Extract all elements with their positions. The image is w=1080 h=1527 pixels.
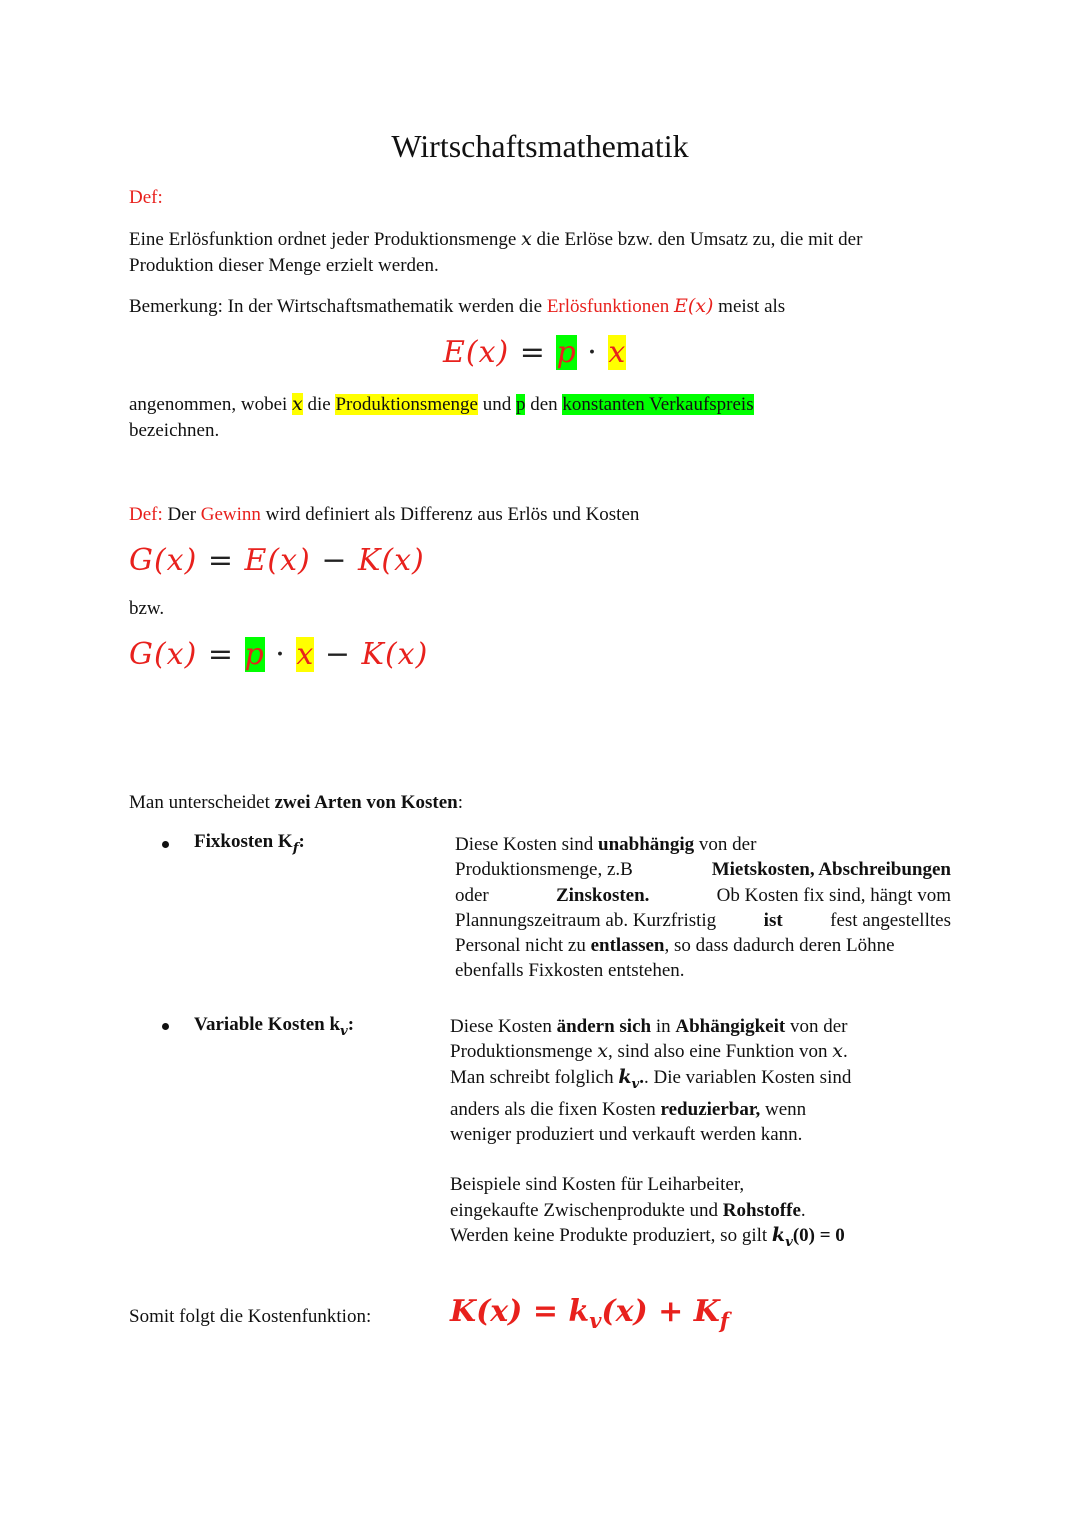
fix-l3a: oder [455, 884, 489, 906]
assumed-line2: bezeichnen. [129, 420, 220, 441]
fix-l3b: Zinskosten. [555, 884, 650, 906]
fix-l5b: entlassen [590, 935, 665, 957]
cost-fn-formula [450, 1294, 729, 1333]
fix-l5 [455, 933, 951, 958]
var-l5: weniger produziert und verkauft werden kann. [450, 1123, 803, 1145]
var-l2x: x [597, 1040, 608, 1063]
fix-l4a: Plannungszeitraum ab. Kurzfristig [455, 909, 717, 931]
fix-l1a: Diese Kosten sind [455, 834, 594, 855]
var-l6: Beispiele sind Kosten für Leiharbeiter, [450, 1174, 745, 1196]
g1-eq: = [207, 543, 234, 578]
spacer [450, 1147, 930, 1172]
g1-e: E(x) [244, 543, 311, 578]
var-l2a: Produktionsmenge [450, 1041, 593, 1063]
cf-kv: k [568, 1294, 590, 1329]
var-colon: : [347, 1014, 355, 1035]
var-l1a: Diese Kosten [450, 1016, 552, 1037]
types-b: : [457, 792, 464, 813]
var-l2x2: x [832, 1040, 843, 1063]
def-label: Def: [129, 187, 163, 208]
bzw-text: bzw. [129, 598, 165, 619]
var-l1c: in [655, 1016, 671, 1037]
var-l8 [450, 1223, 930, 1255]
fix-l5a: Personal nicht zu [455, 935, 586, 957]
var-l3b-dot: . [639, 1066, 644, 1088]
var-l1d: Abhängigkeit [675, 1016, 786, 1037]
g2-minus: − [324, 637, 351, 672]
remark-ex: E(x) [674, 295, 714, 317]
formula-e-lhs: E(x) [443, 335, 510, 370]
cf-kf: K [693, 1294, 720, 1329]
var-l8sub: v [785, 1234, 793, 1250]
assumed-pm: Produktionsmenge [335, 394, 478, 415]
g2-eq: = [207, 637, 234, 672]
var-l4 [450, 1097, 930, 1122]
var-l7a: eingekaufte Zwischenprodukte und [450, 1199, 719, 1221]
cost-fn-label: Somit folgt die Kostenfunktion: [129, 1306, 372, 1327]
assumed-kv: konstanten Verkaufspreis [562, 394, 754, 415]
formula-e-dot: · [587, 335, 598, 370]
g2-dot: · [275, 637, 286, 672]
g2-x: x [296, 637, 315, 672]
var-l4a: anders als die fixen Kosten [450, 1098, 656, 1120]
var-label [194, 1014, 354, 1039]
fix-l6: ebenfalls Fixkosten entstehen. [455, 960, 685, 982]
assumed-b: die [307, 394, 331, 415]
var-l3k: k [618, 1065, 632, 1088]
remark-red-word: Erlösfunktionen [546, 296, 670, 317]
formula-e-x: x [608, 335, 627, 370]
assumed-p: p [515, 394, 526, 415]
var-l8a: Werden keine Produkte produziert, so gilt [450, 1224, 768, 1246]
cf-lhs: K(x) [450, 1294, 523, 1329]
fix-l1 [455, 832, 951, 857]
var-l7b: Rohstoffe [722, 1199, 801, 1221]
bullet-dot [162, 841, 169, 848]
cf-kvarg: (x) [601, 1294, 648, 1329]
def2-b: wird definiert als Differenz aus Erlös und Kosten [265, 504, 640, 525]
fix-description [455, 832, 951, 984]
var-l1e: von der [789, 1016, 848, 1037]
def1-text-a: Eine Erlösfunktion ordnet jeder Produktionsmenge [129, 229, 517, 250]
fix-l2b: Mietskosten, Abschreibungen [711, 859, 951, 881]
var-l3b: . Die variablen Kosten sind [643, 1066, 852, 1088]
assumed-paragraph [129, 391, 959, 444]
var-label-text: Variable Kosten k [194, 1014, 341, 1035]
cf-kvsub: v [589, 1308, 602, 1333]
var-l3 [450, 1065, 930, 1097]
var-l3a: Man schreibt folglich [450, 1066, 614, 1088]
fix-l5c: , so dass dadurch deren Löhne [664, 935, 895, 957]
var-l2b: , sind also eine Funktion von [607, 1041, 828, 1063]
fix-l3 [455, 883, 951, 908]
cf-kfsub: f [719, 1308, 729, 1333]
g1-k: K(x) [358, 543, 425, 578]
var-l2 [450, 1039, 930, 1064]
fix-l1b: unabhängig [598, 834, 695, 855]
def2-line [129, 502, 959, 528]
var-l1 [450, 1014, 930, 1039]
fix-l4b: ist [763, 909, 783, 931]
var-l4c: wenn [765, 1098, 807, 1120]
var-l2c: . [843, 1041, 848, 1063]
fix-l3c: Ob Kosten fix sind, hängt vom [716, 884, 951, 906]
g2-p: p [244, 637, 265, 672]
def2-a: Der [167, 504, 196, 525]
def2-label: Def: [129, 504, 163, 525]
assumed-a: angenommen, wobei [129, 394, 288, 415]
fix-colon: : [298, 831, 305, 852]
formula-gewinn-2 [129, 637, 428, 672]
assumed-x: x [292, 393, 303, 415]
g2-k: K(x) [361, 637, 429, 672]
assumed-c: und [482, 394, 512, 415]
assumed-d: den [530, 394, 558, 415]
remark-line [129, 293, 959, 320]
fix-l4c: fest angestelltes [830, 909, 951, 931]
g1-g: G(x) [129, 543, 198, 578]
fix-l4 [455, 908, 951, 933]
fix-l1c: von der [698, 834, 757, 855]
var-l7 [450, 1198, 930, 1223]
formula-gewinn-1 [129, 543, 425, 578]
var-l8k: k [771, 1223, 786, 1246]
var-sub: v [340, 1023, 348, 1039]
def1-paragraph [129, 226, 959, 279]
bullet-dot [162, 1023, 169, 1030]
fix-l2a: Produktionsmenge, z.B [455, 859, 633, 881]
fix-label-text: Fixkosten K [194, 831, 293, 852]
cf-plus: + [658, 1294, 684, 1329]
var-l7c: . [800, 1199, 806, 1221]
var-x: x [521, 228, 532, 250]
remark-suffix: meist als [718, 296, 786, 317]
var-l3sub: v [631, 1076, 640, 1092]
cf-eq: = [532, 1294, 558, 1329]
def2-gewinn: Gewinn [200, 504, 261, 525]
var-l1b: ändern sich [556, 1016, 652, 1037]
g1-minus: − [321, 543, 348, 578]
var-l4b: reduzierbar, [660, 1098, 761, 1120]
formula-e-p: p [556, 335, 577, 370]
g2-g: G(x) [129, 637, 198, 672]
var-description [450, 1014, 930, 1255]
fix-l2 [455, 857, 951, 882]
def1-text-c: Produktion dieser Menge erzielt werden. [129, 255, 439, 276]
formula-e-eq: = [519, 335, 546, 370]
fix-label [194, 831, 305, 856]
types-intro [129, 790, 959, 816]
types-bold: zwei Arten von Kosten [274, 792, 458, 813]
formula-erloes [443, 335, 626, 370]
fix-sub: f [292, 840, 299, 856]
remark-prefix: Bemerkung: In der Wirtschaftsmathematik werden die [129, 296, 543, 317]
page-title: Wirtschaftsmathematik [391, 128, 689, 164]
types-a: Man unterscheidet [129, 792, 270, 813]
var-l8b: (0) = 0 [792, 1224, 845, 1246]
def1-text-b: die Erlöse bzw. den Umsatz zu, die mit der [536, 229, 863, 250]
